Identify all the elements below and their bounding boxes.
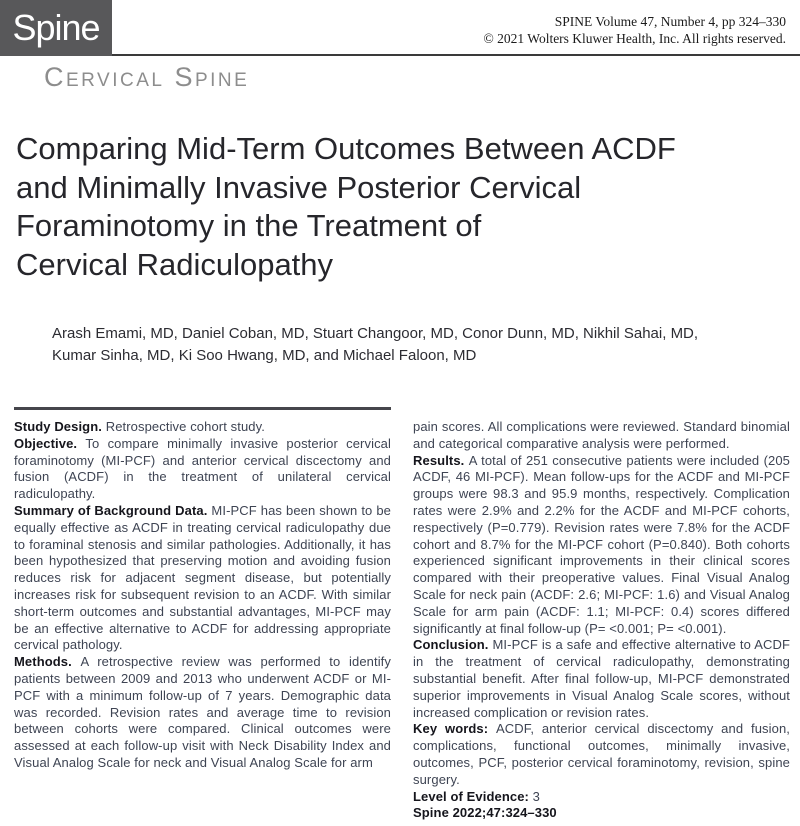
abstract-right-column bbox=[413, 419, 790, 822]
author-list-line-2: Kumar Sinha, MD, Ki Soo Hwang, MD, and Michael Faloon, MD bbox=[52, 346, 477, 364]
article-title-line-2: and Minimally Invasive Posterior Cervical bbox=[16, 169, 582, 205]
abstract-top-rule bbox=[14, 407, 391, 410]
copyright-line: © 2021 Wolters Kluwer Health, Inc. All rights reserved. bbox=[483, 31, 786, 46]
abstract-section-level-of-evidence: Level of Evidence: 3 bbox=[413, 788, 541, 804]
header-rule bbox=[0, 54, 800, 56]
article-title-line-1: Comparing Mid-Term Outcomes Between ACDF bbox=[16, 131, 676, 166]
abstract-section-key-words: Key words: ACDF, anterior cervical discectomy and fusion, complications, functional outcomes, minimally invasive, outcomes, PCF, posterior cervical foraminotomy, revision, spine surgery. bbox=[413, 721, 790, 787]
abstract-section-objective: Objective. To compare minimally invasive posterior cervical foraminotomy (MI-PCF) and anterior cervical discectomy and fusion (ACDF) in the treatment of unilateral cervical radiculopathy. bbox=[14, 435, 391, 502]
abstract bbox=[14, 419, 790, 822]
spine-logo-text: Spine bbox=[12, 7, 100, 48]
abstract-section-summary-of-background-data: Summary of Background Data. MI-PCF has been shown to be equally effective as ACDF in treating cervical radiculopathy due to foraminal stenosis and similar pathologies. Additionally, it has been hypothesized that preserving motion and avoiding fusion reduces risk for adjacent segment disease, but potentially increases risk for subsequent revision to an ACDF. With similar short-term outcomes and substantial advantages, MI-PCF may be an effective alternative to ACDF for addressing appropriate cervical pathology. bbox=[14, 502, 391, 653]
abstract-section-spine-2022-47-324-330: Spine 2022;47:324–330 bbox=[413, 805, 557, 821]
journal-volume-line: SPINE Volume 47, Number 4, pp 324–330 bbox=[554, 14, 786, 29]
abstract-section-methods: Methods. A retrospective review was performed to identify patients between 2009 and 2013 who underwent ACDF or MI-PCF with a minimum follow-up of 7 years. Demographic data was recorded. Revision rates and average time to revision between cohorts were compared. Clinical outcomes were assessed at each follow-up visit with Neck Disability Index and Visual Analog Scale for neck and Visual Analog Scale for arm bbox=[14, 654, 391, 770]
author-list bbox=[52, 323, 698, 366]
article-title bbox=[16, 130, 796, 284]
abstract-section-study-design: Study Design. Retrospective cohort study. bbox=[14, 419, 265, 434]
article-title-line-4: Cervical Radiculopathy bbox=[16, 246, 334, 282]
section-label: Cervical Spine bbox=[44, 62, 250, 92]
issue-info bbox=[484, 13, 786, 47]
abstract-section-conclusion: Conclusion. MI-PCF is a safe and effective alternative to ACDF in the treatment of cervical radiculopathy, demonstrating substantial benefit. After final follow-up, MI-PCF demonstrated superior improvements in Visual Analog Scale scores, without increased complication or revision rates. bbox=[413, 637, 791, 720]
abstract-section-results: Results. A total of 251 consecutive patients were included (205 ACDF, 46 MI-PCF). Mean follow-ups for the ACDF and MI-PCF groups were 98.3 and 95.9 months, respectively. Complication rates were 2.9% and 2.2% for the ACDF and MI-PCF cohorts, respectively (P=0.779). Revision rates were 7.8% for the ACDF cohort and 8.7% for the MI-PCF cohort (P=0.840). Both cohorts experienced significant improvements in their clinical scores compared with their preoperative values. Final Visual Analog Scale for neck pain (ACDF: 2.6; MI-PCF: 1.6) and Visual Analog Scale for arm pain (ACDF: 1.1; MI-PCF: 0.4) scores differed significantly at final follow-up (P= <0.001; P= <0.001). bbox=[413, 452, 791, 636]
spine-journal-logo bbox=[0, 0, 112, 56]
author-list-line-1: Arash Emami, MD, Daniel Coban, MD, Stuart Changoor, MD, Conor Dunn, MD, Nikhil Sahai, MD, bbox=[52, 325, 699, 342]
article-title-line-3: Foraminotomy in the Treatment of bbox=[16, 208, 482, 243]
abstract-section-paragraph-continuation: pain scores. All complications were reviewed. Standard binomial and categorical comparative analysis were performed. bbox=[413, 419, 790, 451]
abstract-left-column bbox=[14, 419, 391, 822]
